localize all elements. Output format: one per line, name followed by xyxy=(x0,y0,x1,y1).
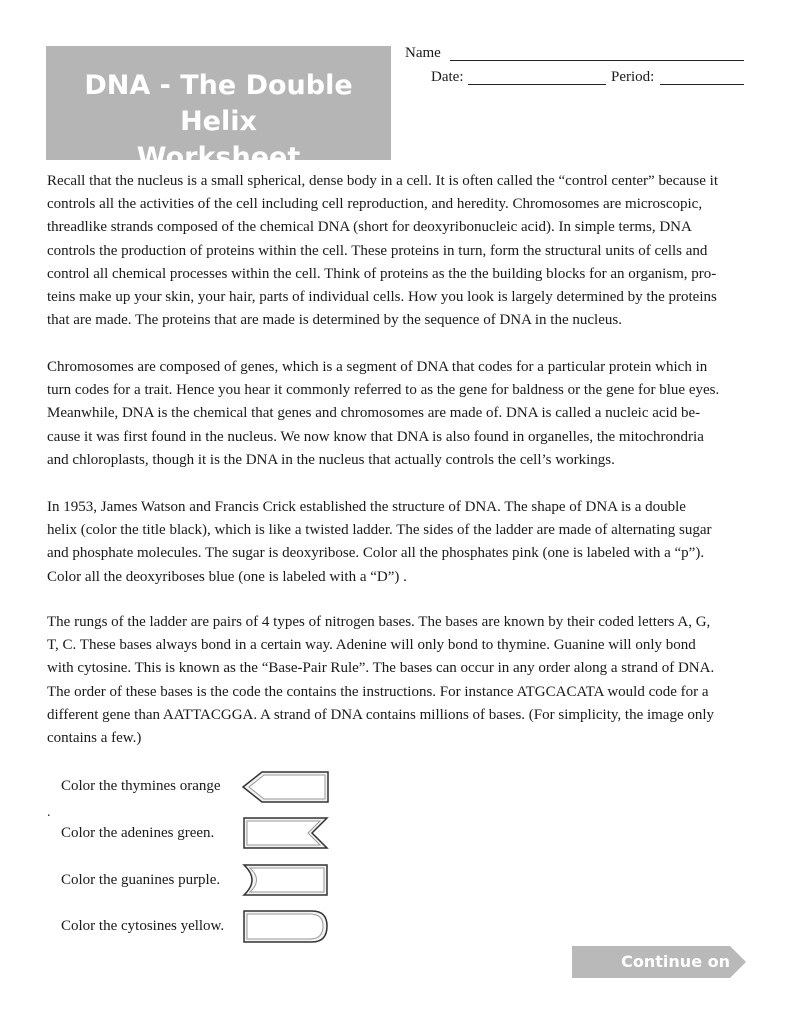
period-field[interactable] xyxy=(660,84,744,85)
paragraph-nitrogen-bases xyxy=(47,611,747,750)
name-label: Name xyxy=(405,45,441,61)
adenine-shape-icon xyxy=(240,815,332,851)
stray-mark: . xyxy=(47,805,51,820)
text-line: cause it was first found in the nucleus. We now know that DNA is also found in organelles, the mitochrondria xyxy=(47,428,704,445)
text-line: contains a few.) xyxy=(47,730,142,747)
thymine-instruction: Color the thymines orange xyxy=(61,778,221,794)
text-line: Chromosomes are composed of genes, which is a segment of DNA that codes for a particular protein which in xyxy=(47,359,708,375)
text-line: control all chemical processes within the cell. Think of proteins as the the building blocks for an organism, pro- xyxy=(47,265,717,282)
paragraph-watson-crick xyxy=(47,496,747,589)
text-line: In 1953, James Watson and Francis Crick established the structure of DNA. The shape of DNA is a double xyxy=(47,499,686,515)
text-line: teins make up your skin, your hair, parts of individual cells. How you look is largely determined by the proteins xyxy=(47,289,717,306)
cytosine-shape-icon xyxy=(240,908,332,946)
worksheet-title xyxy=(46,46,391,173)
continue-label: Continue on xyxy=(621,952,730,971)
text-line: threadlike strands composed of the chemical DNA (short for deoxyribonucleic acid). In simple terms, DNA xyxy=(47,219,692,236)
guanine-instruction: Color the guanines purple. xyxy=(61,872,221,888)
date-label: Date: xyxy=(431,69,464,85)
text-line: and phosphate molecules. The sugar is deoxyribose. Color all the phosphates pink (one is labeled with a “p”). xyxy=(47,545,705,562)
text-line: Recall that the nucleus is a small spherical, dense body in a cell. It is often called the “control center” because it xyxy=(47,173,718,189)
text-line: that are made. The proteins that are made is determined by the sequence of DNA in the nucleus. xyxy=(47,312,622,329)
continue-on-banner[interactable] xyxy=(572,946,746,978)
title-line-2: Worksheet xyxy=(136,142,301,173)
text-line: The order of these bases is the code the contains the instructions. For instance ATGCACATA would code for a xyxy=(47,683,709,700)
adenine-instruction: Color the adenines green. xyxy=(61,825,215,841)
text-line: Meanwhile, DNA is the chemical that genes and chromosomes are made of. DNA is called a nucleic acid be- xyxy=(47,405,701,422)
text-line: and chloroplasts, though it is the DNA in the nucleus that actually controls the cell’s workings. xyxy=(47,451,615,468)
cytosine-instruction: Color the cytosines yellow. xyxy=(61,918,225,934)
text-line: turn codes for a trait. Hence you hear it commonly referred to as the gene for baldness or the gene for blue eyes. xyxy=(47,382,720,399)
paragraph-chromosomes xyxy=(47,356,747,472)
paragraph-nucleus xyxy=(47,170,747,332)
text-line: different gene than AATTACGGA. A strand of DNA contains millions of bases. (For simplicity, the image only xyxy=(47,706,715,723)
text-line: helix (color the title black), which is like a twisted ladder. The sides of the ladder are made of alternating sugar xyxy=(47,522,712,539)
text-line: Color all the deoxyriboses blue (one is labeled with a “D”) . xyxy=(47,568,407,585)
period-label: Period: xyxy=(611,69,655,85)
text-line: controls the production of proteins within the cell. These proteins in turn, form the structural units of cells and xyxy=(47,242,708,259)
thymine-shape-icon xyxy=(240,769,332,805)
guanine-shape-icon xyxy=(240,862,332,898)
name-field[interactable] xyxy=(450,60,744,61)
text-line: T, C. These bases always bond in a certain way. Adenine will only bond to thymine. Guanine will only bond xyxy=(47,637,696,654)
text-line: The rungs of the ladder are pairs of 4 types of nitrogen bases. The bases are known by their coded letters A, G, xyxy=(47,614,711,630)
date-field[interactable] xyxy=(468,84,606,85)
title-line-1: DNA - The Double Helix xyxy=(84,70,353,137)
text-line: with cytosine. This is known as the “Base-Pair Rule”. The bases can occur in any order along a strand of DNA. xyxy=(47,660,715,677)
text-line: controls all the activities of the cell including cell reproduction, and heredity. Chromosomes are microscopic, xyxy=(47,196,703,213)
